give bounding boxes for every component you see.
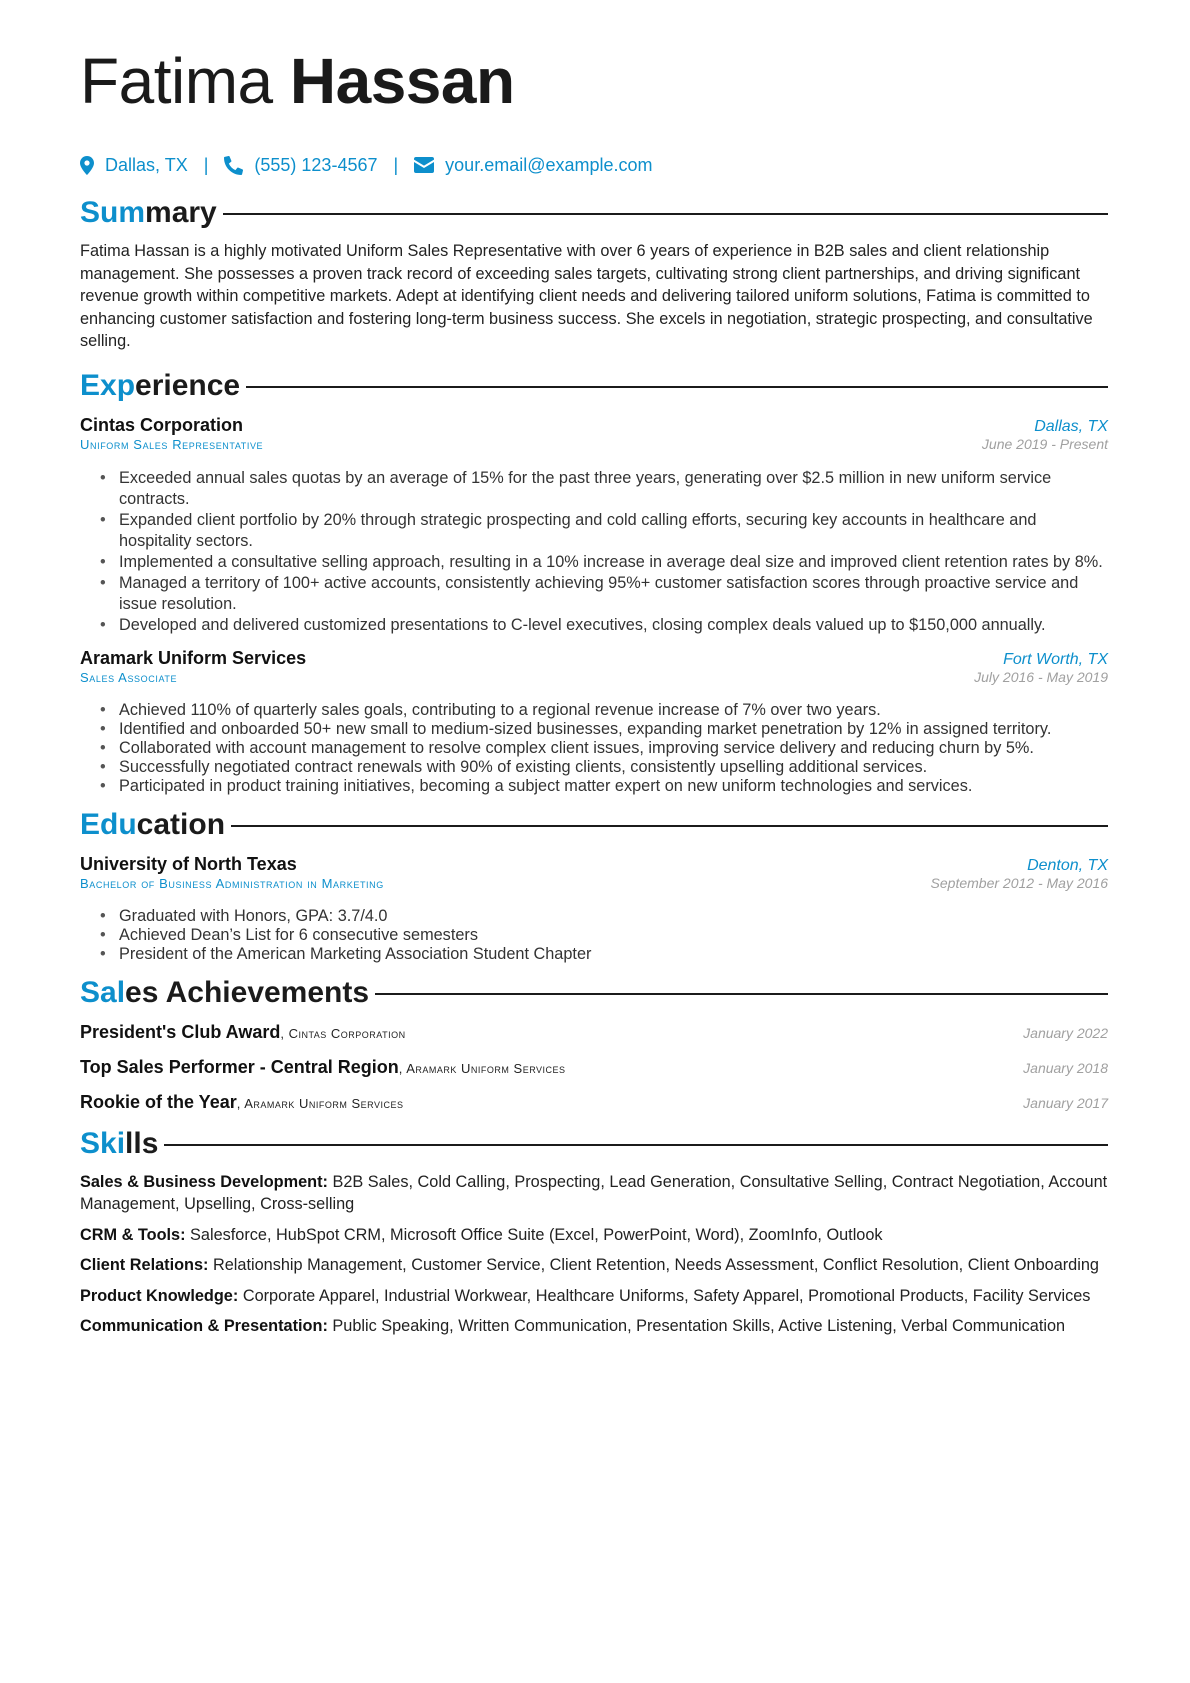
experience-entry [80,648,1108,796]
section-rule [223,213,1108,215]
entry-role: Bachelor of Business Administration in Marketing [80,875,384,891]
entry-location: Dallas, TX [1034,417,1108,435]
section-experience-heading [80,367,1108,405]
map-pin-icon [80,156,94,175]
list-item: • Developed and delivered customized presentations to C-level executives, closing complex deals valued up to $150,000 annually. [108,615,1108,636]
entry-organization: University of North Texas [80,853,297,874]
list-item: • Expanded client portfolio by 20% through strategic prospecting and cold calling efforts, securing key accounts in healthcare and hospitality sectors. [108,510,1108,552]
achievement-item [80,1092,1108,1113]
skill-line [80,1171,1108,1216]
list-item: • Implemented a consultative selling approach, resulting in a 10% increase in average deal size and improved client retention rates by 8%. [108,552,1108,573]
entry-location: Denton, TX [1027,856,1108,874]
entry-bullets [80,701,1108,796]
contact-phone[interactable] [224,155,377,176]
section-rule [164,1144,1108,1146]
achievement-org: , Aramark Uniform Services [398,1060,566,1076]
entry-organization: Aramark Uniform Services [80,647,307,668]
last-name: Hassan [289,45,515,117]
envelope-icon [414,157,434,173]
contact-location [80,155,188,176]
section-title: Education [80,807,226,841]
list-item: • Collaborated with account management to resolve complex client issues, improving service delivery and reducing churn by 5%. [108,739,1108,758]
list-item: • Achieved Dean’s List for 6 consecutive semesters [108,926,1108,945]
skill-line [80,1224,1108,1247]
list-item: • Identified and onboarded 50+ new small to medium-sized businesses, expanding market penetration by 12% in assigned territory. [108,720,1108,739]
section-rule [375,993,1108,995]
skill-category: Sales & Business Development: [80,1172,328,1191]
phone-icon [224,156,243,175]
section-rule [246,386,1108,388]
skill-line [80,1254,1108,1277]
entry-bullets [80,468,1108,636]
contact-separator: | [393,154,399,175]
entry-role: Uniform Sales Representative [80,436,264,452]
summary-paragraph: Fatima Hassan is a highly motivated Uniform Sales Representative with over 6 years of experience in B2B sales and client relationship management. She possesses a proven track record of exceeding sales targets, cultivating strong client partnerships, and driving significant revenue growth within competitive markets. Adept at identifying client needs and delivering tailored uniform solutions, Fatima is committed to enhancing customer satisfaction and fostering long-term business success. She excels in negotiation, strategic prospecting, and consultative selling. [80,242,1093,350]
achievement-org: , Aramark Uniform Services [236,1095,404,1111]
list-item: • Participated in product training initiatives, becoming a subject matter expert on new uniform technologies and services. [108,777,1108,796]
section-summary-heading [80,194,1108,232]
section-title: Experience [80,368,241,402]
skill-category: CRM & Tools: [80,1225,186,1244]
list-item: • Managed a territory of 100+ active accounts, consistently achieving 95%+ customer satisfaction scores through proactive service and issue resolution. [108,573,1108,615]
entry-dates: July 2016 - May 2019 [974,668,1108,685]
list-item: • President of the American Marketing Association Student Chapter [108,945,1108,964]
contact-line [80,152,1108,178]
section-skills-heading [80,1125,1108,1163]
contact-separator: | [203,154,209,175]
achievement-date: January 2022 [1023,1024,1108,1041]
section-rule [231,825,1108,827]
resume-name [80,40,1108,122]
skill-line [80,1315,1108,1338]
achievement-item [80,1057,1108,1078]
skill-items: Relationship Management, Customer Service, Client Retention, Needs Assessment, Conflict Resolution, Client Onboarding [208,1256,1099,1274]
entry-bullets [80,907,1108,964]
skill-items: B2B Sales, Cold Calling, Prospecting, Lead Generation, Consultative Selling, Contract Negotiation, Account Management, Upselling, Cross-selling [80,1172,1108,1213]
education-entry [80,854,1108,964]
section-title: Sales Achievements [80,975,370,1009]
skill-items: Corporate Apparel, Industrial Workwear, Healthcare Uniforms, Safety Apparel, Promotional Products, Facility Services [238,1286,1091,1305]
skill-items: Public Speaking, Written Communication, Presentation Skills, Active Listening, Verbal Communication [327,1317,1066,1335]
entry-dates: June 2019 - Present [981,435,1108,452]
achievement-org: , Cintas Corporation [280,1025,406,1041]
location-text: Dallas, TX [105,154,188,175]
section-title: Skills [80,1126,159,1160]
entry-role: Sales Associate [80,669,178,685]
experience-entry [80,415,1108,636]
list-item: • Exceeded annual sales quotas by an average of 15% for the past three years, generating over $2.5 million in new uniform service contracts. [108,468,1108,510]
achievement-item [80,1022,1108,1043]
skill-category: Communication & Presentation: [80,1317,328,1335]
achievement-date: January 2018 [1023,1059,1108,1076]
contact-email[interactable] [414,155,652,176]
entry-location: Fort Worth, TX [1003,650,1108,668]
skill-category: Client Relations: [80,1256,209,1274]
phone-text: (555) 123-4567 [254,154,378,175]
section-achievements-heading [80,974,1108,1012]
skill-category: Product Knowledge: [80,1286,239,1305]
first-name: Fatima [80,45,273,117]
entry-dates: September 2012 - May 2016 [930,874,1108,891]
list-item: • Achieved 110% of quarterly sales goals, contributing to a regional revenue increase of 7% over two years. [108,701,1108,720]
list-item: • Successfully negotiated contract renewals with 90% of existing clients, consistently upselling additional services. [108,758,1108,777]
achievement-title: Rookie of the Year [80,1091,237,1112]
list-item: • Graduated with Honors, GPA: 3.7/4.0 [108,907,1108,926]
achievement-date: January 2017 [1023,1094,1108,1111]
entry-organization: Cintas Corporation [80,414,244,435]
section-title: Summary [80,196,217,229]
skill-line [80,1285,1108,1308]
skill-items: Salesforce, HubSpot CRM, Microsoft Office Suite (Excel, PowerPoint, Word), ZoomInfo, Outlook [185,1225,883,1244]
achievement-title: Top Sales Performer - Central Region [80,1056,399,1077]
achievement-title: President's Club Award [80,1021,281,1042]
email-text: your.email@example.com [445,154,653,175]
section-education-heading [80,806,1108,844]
